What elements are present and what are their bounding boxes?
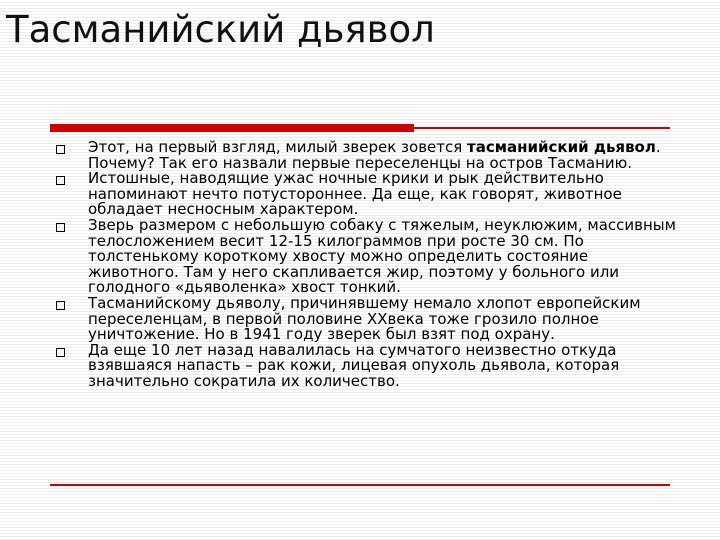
bold-term: тасманийский дьявол bbox=[467, 138, 656, 156]
square-bullet-icon bbox=[56, 301, 65, 310]
square-bullet-icon bbox=[56, 145, 65, 154]
bullet-text-1: Этот, на первый взгляд, милый зверек зовется тасманийский дьявол. Почему? Так его назвали первые переселенцы на остров Тасманию. bbox=[88, 138, 661, 172]
title-underline-line bbox=[414, 127, 670, 129]
square-bullet-icon bbox=[56, 223, 65, 232]
bullet-item-2 bbox=[56, 171, 676, 218]
bullet-text-4: Тасманийскому дьяволу, причинявшему немало хлопот европейским переселенцам, в первой половине XXвека тоже грозило полное уничтожение. Но в 1941 году зверек был взят под охрану. bbox=[88, 293, 641, 344]
square-bullet-icon bbox=[56, 348, 65, 357]
bullet-text-2: Истошные, наводящие ужас ночные крики и рык действительно напоминают нечто потустороннее. Да еще, как говорят, животное обладает несносным характером. bbox=[88, 169, 622, 219]
square-bullet-icon bbox=[56, 176, 65, 185]
bullet-item-4 bbox=[56, 293, 676, 344]
bullet-item-5 bbox=[56, 340, 676, 390]
bottom-divider bbox=[50, 484, 670, 486]
bullet-text-3: Зверь размером с небольшую собаку с тяжелым, неуклюжим, массивным телосложением весит 12-15 килограммов при росте 30 см. По толстенькому короткому хвосту можно определить состояние животного. Там у него скапливается жир, поэтому у больного или голодного «дьяволенка» хвост тонкий. bbox=[88, 215, 676, 297]
bullet-item-3 bbox=[56, 215, 676, 297]
bullet-item-1 bbox=[56, 140, 676, 171]
title-underline-bar bbox=[50, 124, 414, 132]
bullet-list bbox=[56, 140, 676, 390]
bullet-text-5: Да еще 10 лет назад навалилась на сумчатого неизвестно откуда взявшаяся напасть – рак кожи, лицевая опухоль дьявола, которая значительно сократила их количество. bbox=[88, 340, 620, 390]
slide-title: Тасманийский дьявол bbox=[6, 8, 435, 51]
